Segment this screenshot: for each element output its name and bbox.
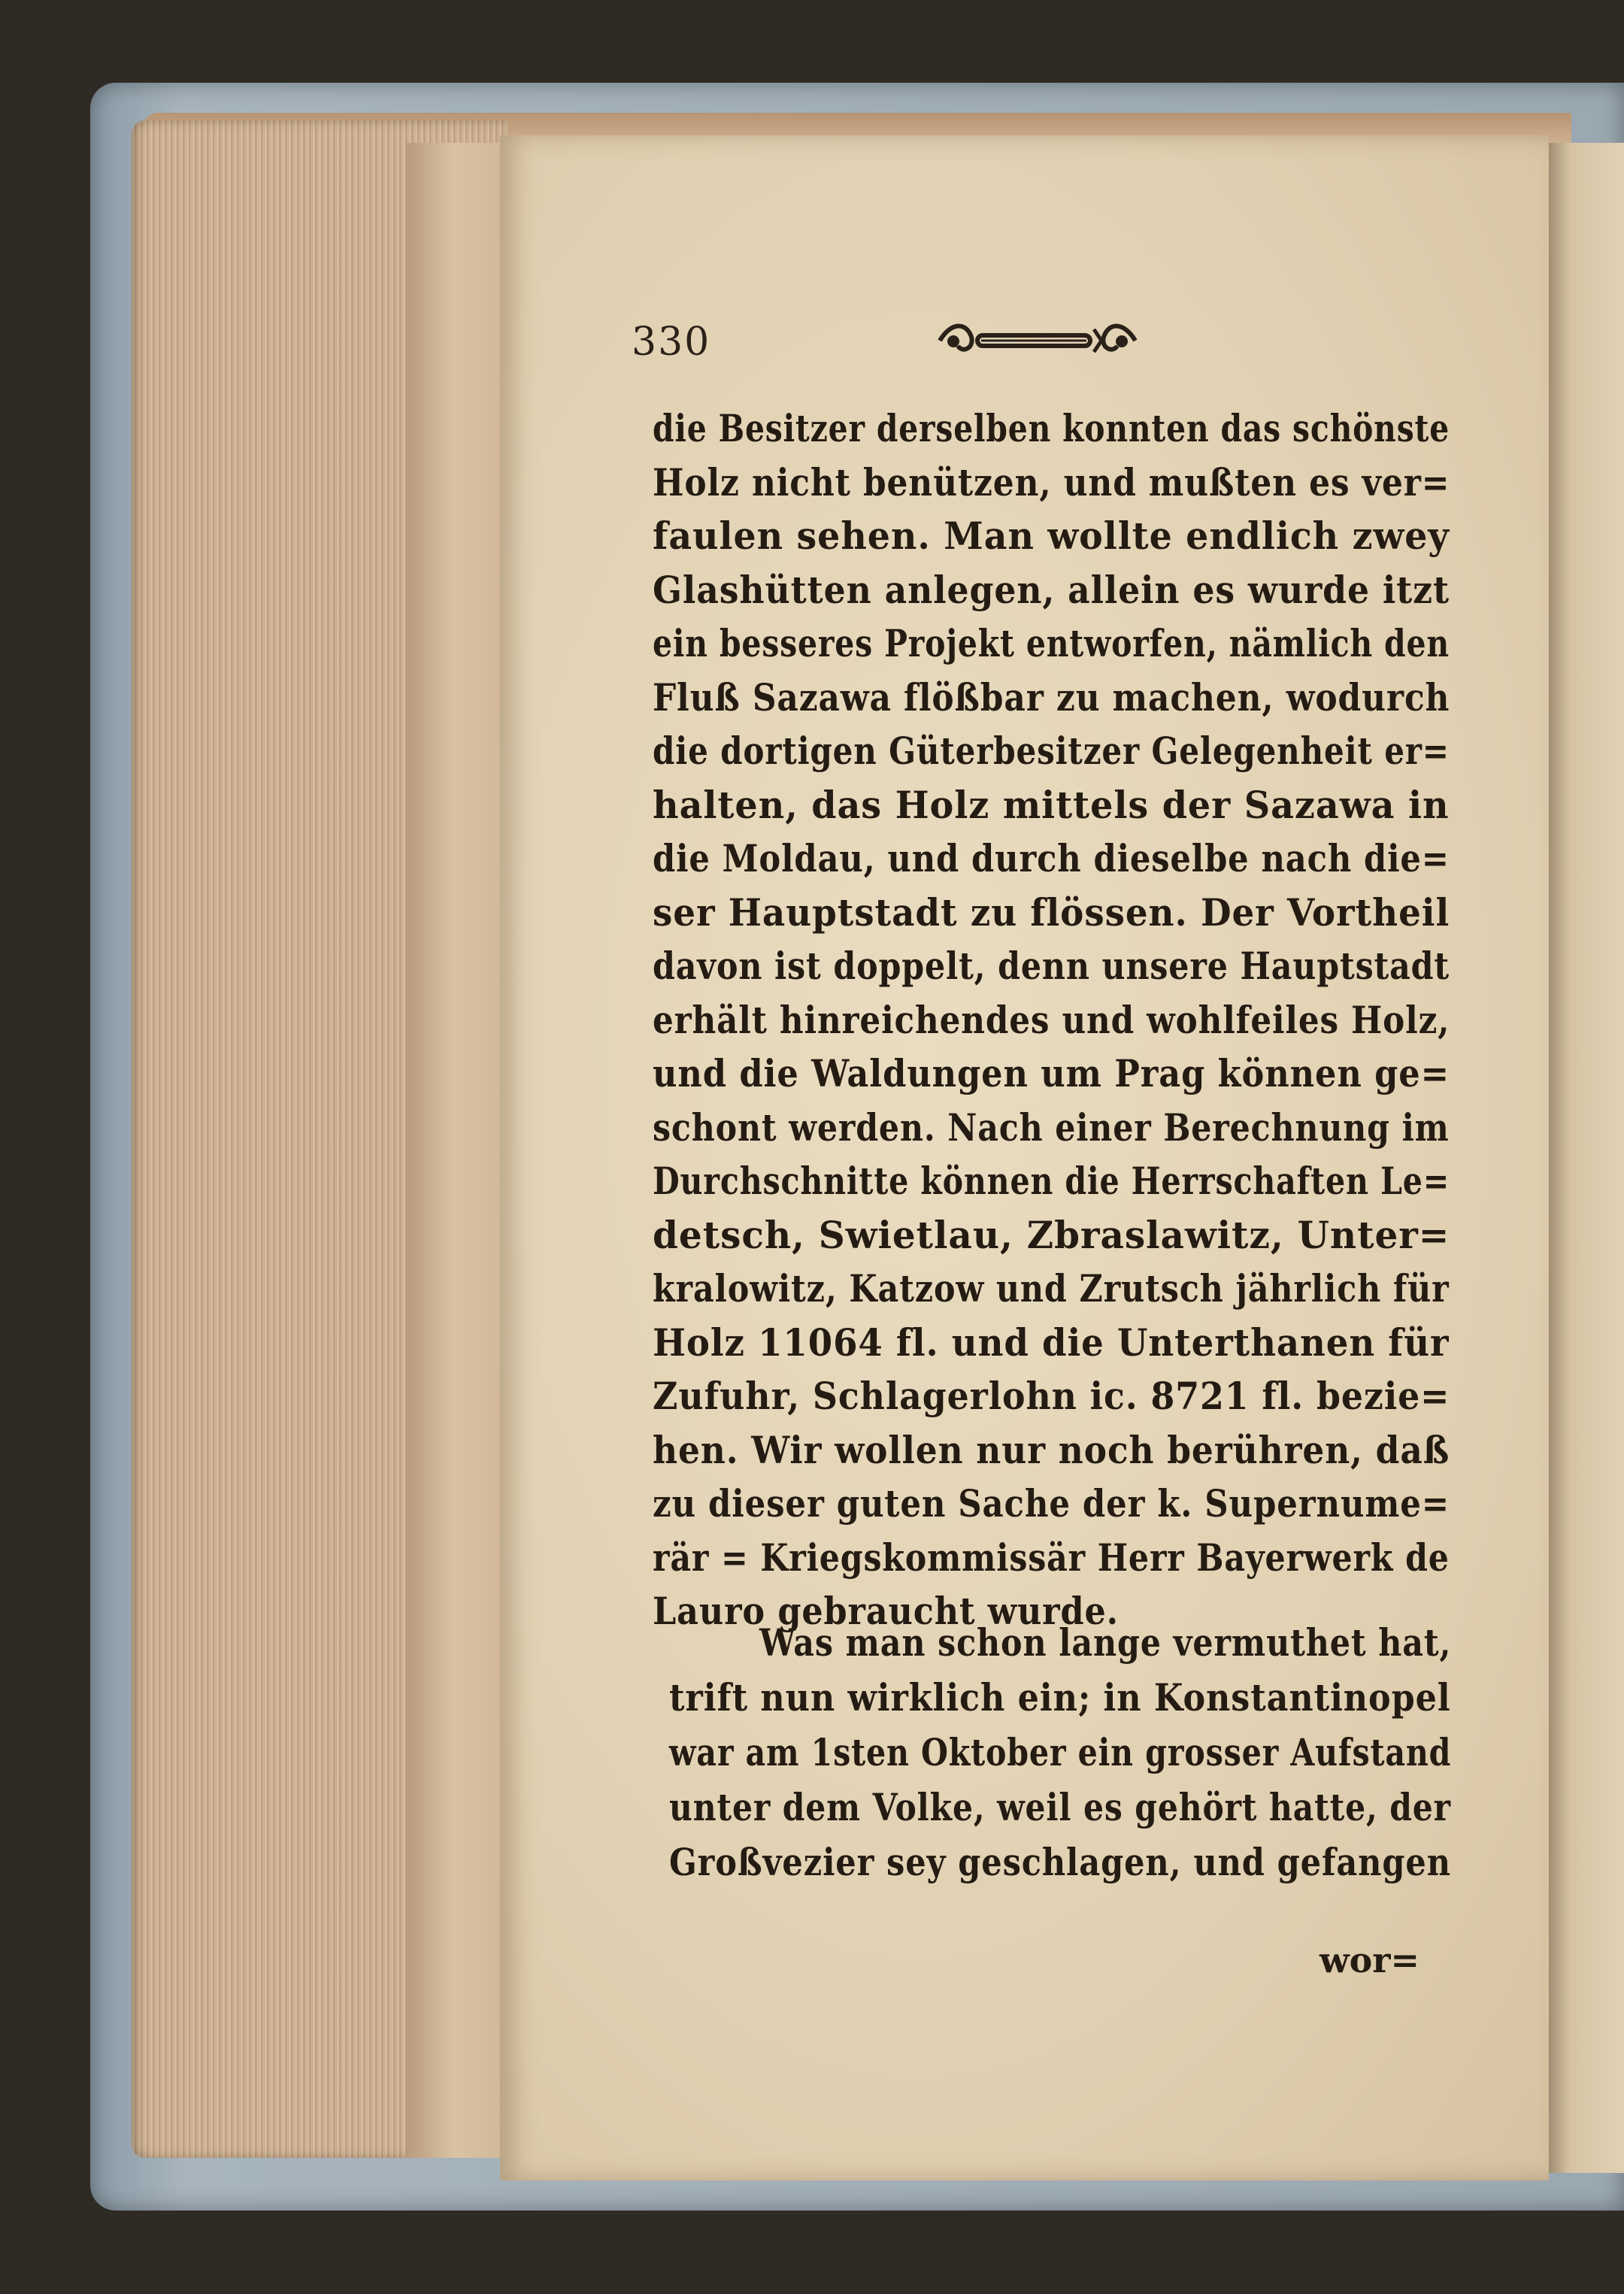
- text-line: war am 1sten Oktober ein grosser Aufstand: [669, 1730, 1452, 1774]
- next-page-edge: [1541, 143, 1624, 2173]
- text-line: Zufuhr, Schlagerlohn ic. 8721 fl. bezie=: [653, 1374, 1450, 1418]
- text-line: erhält hinreichendes und wohlfeiles Holz,: [653, 997, 1450, 1042]
- page-number: 330: [632, 320, 711, 365]
- text-line: hen. Wir wollen nur noch berühren, daß: [653, 1427, 1450, 1472]
- text-line: faulen sehen. Man wollte endlich zwey: [653, 514, 1450, 558]
- fleuron-ornament-icon: [932, 314, 1143, 367]
- text-line: Lauro gebraucht wurde.: [653, 1589, 1120, 1633]
- text-line: halten, das Holz mittels der Sazawa in: [653, 782, 1450, 827]
- text-line: kralowitz, Katzow und Zrutsch jährlich für: [653, 1266, 1450, 1311]
- text-line: Holz nicht benützen, und mußten es ver=: [653, 459, 1450, 505]
- text-line: ein besseres Projekt entworfen, nämlich den: [653, 621, 1450, 665]
- text-line: Durchschnitte können die Herrschaften Le=: [653, 1159, 1450, 1203]
- text-line: Was man schon lange vermuthet hat,: [759, 1620, 1452, 1665]
- catchword: wor=: [1320, 1940, 1420, 1980]
- text-line: ser Hauptstadt zu flössen. Der Vortheil: [653, 889, 1450, 935]
- text-line: die Moldau, und durch dieselbe nach die=: [653, 836, 1450, 880]
- text-line: Fluß Sazawa flößbar zu machen, wodurch: [653, 674, 1450, 720]
- text-line: die dortigen Güterbesitzer Gelegenheit er=: [653, 729, 1450, 773]
- text-line: und die Waldungen um Prag können ge=: [653, 1051, 1450, 1095]
- text-line: die Besitzer derselben konnten das schönste: [653, 406, 1450, 450]
- text-line: Holz 11064 fl. und die Unterthanen für: [653, 1320, 1450, 1365]
- text-line: rär = Kriegskommissär Herr Bayerwerk de: [653, 1535, 1450, 1580]
- text-line: Großvezier sey geschlagen, und gefangen: [669, 1840, 1451, 1884]
- text-line: zu dieser guten Sache der k. Supernume=: [653, 1481, 1450, 1526]
- text-line: trift nun wirklich ein; in Konstantinopel: [669, 1675, 1451, 1720]
- text-line: Glashütten anlegen, allein es wurde itzt: [653, 567, 1450, 612]
- text-line: detsch, Swietlau, Zbraslawitz, Unter=: [653, 1212, 1450, 1257]
- text-line: schont werden. Nach einer Berechnung im: [653, 1105, 1450, 1150]
- text-line: unter dem Volke, weil es gehört hatte, der: [669, 1785, 1451, 1829]
- text-line: davon ist doppelt, denn unsere Hauptstadt: [653, 944, 1450, 988]
